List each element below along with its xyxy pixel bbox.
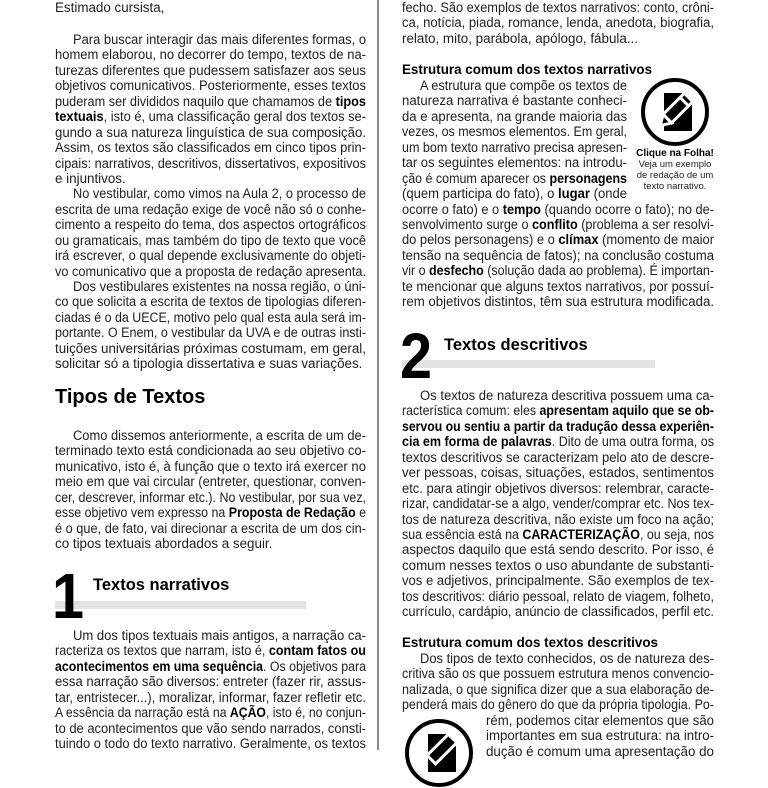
bold-text: clímax xyxy=(558,232,599,248)
callout-title: Clique na Folha! xyxy=(636,148,714,159)
text: Um dos tipos textuais mais antigos, a narração ca- xyxy=(73,628,366,643)
text-line xyxy=(55,474,366,489)
text-line xyxy=(55,202,366,217)
text-line xyxy=(73,628,366,643)
text-line xyxy=(402,31,714,46)
section-2-bar xyxy=(402,360,655,368)
text-line xyxy=(402,666,714,681)
text: Os textos de natureza descritiva possuem uma ca- xyxy=(420,388,714,403)
bold-text: textuais xyxy=(55,109,104,125)
text: solicitar só a tipologia dissertativa e suas variações. xyxy=(55,356,363,372)
text-line xyxy=(55,109,366,124)
text-line xyxy=(55,233,366,248)
text: sua essência está na xyxy=(402,526,523,542)
text: tuições universitárias próximas costumam, em geral, xyxy=(55,340,366,356)
text: nalizada, o que significa dizer que a sua elaboração de- xyxy=(402,681,714,697)
text: currículo, cardápio, anúncio de classificados, perfil etc. xyxy=(402,604,714,620)
text: textos descritivos se caracterizam pelo ato de descre- xyxy=(402,449,714,465)
text-line xyxy=(402,573,714,588)
text-line xyxy=(486,744,714,759)
text: cer, descrever, informar etc.). No vestibular, por sua vez, xyxy=(55,489,366,505)
bold-text: cia em forma de palavras xyxy=(402,434,552,450)
text: esse objetivo vem expresso na xyxy=(55,505,229,521)
text: (problema a ser resolvi- xyxy=(577,216,714,232)
text-line xyxy=(55,659,366,674)
text-line xyxy=(402,403,714,418)
callout-line: Veja um exemplo xyxy=(638,159,712,170)
text-line xyxy=(402,294,714,309)
text: racterística comum: eles xyxy=(402,403,540,419)
text: e xyxy=(355,505,366,521)
text-line xyxy=(55,217,366,232)
greeting-text: Estimado cursista, xyxy=(55,0,165,15)
text: to de acontecimentos que vão sendo narrados, consti- xyxy=(55,720,366,736)
section-1-bar xyxy=(55,601,306,609)
text: objetivos comunicativos. Posteriormente, esses textos xyxy=(55,78,366,94)
text-line xyxy=(55,264,366,279)
text: vezes, os mesmos elementos. Em geral, xyxy=(402,124,627,140)
text-line xyxy=(402,558,714,573)
text: Como dissemos anteriormente, a escrita de um de- xyxy=(73,428,366,443)
text-line xyxy=(402,263,714,278)
callout-line: de redação de um xyxy=(636,170,714,181)
text-line xyxy=(402,140,627,155)
text: terminado texto está condicionada ao seu objetivo co- xyxy=(55,443,366,459)
text-line xyxy=(55,294,366,309)
section-2-title: Textos descritivos xyxy=(444,336,588,354)
greeting xyxy=(55,0,366,15)
text-line xyxy=(402,682,714,697)
text-line xyxy=(486,728,714,743)
text: (momento de maior xyxy=(598,232,714,248)
text-line xyxy=(402,419,714,434)
text: (solução dada ao problema). É importan- xyxy=(483,263,714,279)
text: co tipos textuais abordados a seguir. xyxy=(55,536,273,552)
text: homem elaborou, no decorrer do tempo, textos de na- xyxy=(55,47,366,63)
text-line xyxy=(55,705,366,720)
text-line xyxy=(55,248,366,263)
text: critiva são os que possuem estrutura menos convencio- xyxy=(402,666,714,682)
text-line xyxy=(55,536,366,551)
text: municativo, isto é, à função que o texto irá exercer no xyxy=(55,458,366,474)
text-line xyxy=(73,32,366,47)
text-line xyxy=(420,651,714,666)
text-line xyxy=(402,434,714,449)
text: ou gramaticais, mas também do tipo de texto que você xyxy=(55,232,366,248)
bold-text: acontecimentos em uma sequência xyxy=(55,658,264,674)
text-line xyxy=(402,232,714,247)
bold-text: Proposta de Redação xyxy=(228,505,356,521)
text: Dos vestibulares existentes na nossa região, o úni- xyxy=(73,279,366,294)
bold-text: contam fatos ou xyxy=(268,643,366,659)
text-line xyxy=(402,93,627,108)
text-line xyxy=(55,521,366,536)
text-line xyxy=(402,604,714,619)
text-line xyxy=(402,109,627,124)
text: irá escrever, o qual depende exclusivamente do objeti- xyxy=(55,248,366,264)
text-line xyxy=(420,78,627,93)
text-line xyxy=(402,589,714,604)
text: turezas diferentes que pudessem satisfazer aos seus xyxy=(55,62,366,78)
descritivos-paragraph xyxy=(402,388,714,620)
text: . Os objetivos para xyxy=(263,658,366,674)
section-1-title: Textos narrativos xyxy=(93,576,230,594)
text: relato, mito, parábola, apólogo, fábula... xyxy=(402,30,638,46)
text-line xyxy=(55,341,366,356)
text: tuindo o todo do texto narrativo. Geralmente, os textos xyxy=(55,736,366,752)
text-line xyxy=(73,279,366,294)
section-heading-tipos: Tipos de Textos xyxy=(55,386,206,408)
text-line xyxy=(73,428,366,443)
text: penderá mais do gênero do que da própria tipologia. Po- xyxy=(402,697,714,713)
text-line xyxy=(402,481,714,496)
text-line xyxy=(55,310,366,325)
text: Dos tipos de texto conhecidos, os de natureza des- xyxy=(420,651,714,666)
text-line xyxy=(402,542,714,557)
text-line xyxy=(402,217,714,232)
document-pencil-icon[interactable] xyxy=(404,718,474,788)
text: escrita de uma redação exige de você não só o conhe- xyxy=(55,201,366,217)
text-line xyxy=(402,155,627,170)
text: (quando ocorre o fato); no de- xyxy=(540,201,714,217)
text-line xyxy=(55,643,366,658)
text-line xyxy=(402,450,714,465)
text: co que solicita a escrita de textos de tipologias diferen- xyxy=(55,294,366,310)
text: portante. O Enem, o vestibular da UVA e de outras insti- xyxy=(55,325,366,341)
bold-text: personagens xyxy=(549,170,627,186)
text-line xyxy=(55,459,366,474)
text: dução é comum uma apresentação do xyxy=(486,743,714,759)
text: (quem participa do fato), o xyxy=(402,186,559,202)
text: comum nesses textos o uso abundante de substanti- xyxy=(402,557,714,573)
text-line xyxy=(55,674,366,689)
text: , isto é, no conjun- xyxy=(265,705,366,721)
text: vir o xyxy=(402,263,430,279)
text-line xyxy=(486,713,714,728)
text-line xyxy=(402,496,714,511)
text: etc. para atingir objetivos diversos: relembrar, caracte- xyxy=(402,480,714,496)
text: fecho. São exemplos de textos narrativos: conto, crôni- xyxy=(402,0,714,15)
text-line xyxy=(55,78,366,93)
narr-structure-heading-wrap xyxy=(402,62,714,77)
text: Para buscar interagir das mais diferentes formas, o xyxy=(73,32,366,47)
text: (onde xyxy=(589,186,627,202)
text-line xyxy=(55,356,366,371)
text: tar os seguintes elementos: na introdu- xyxy=(402,155,627,171)
text: e injuntivos. xyxy=(55,170,126,186)
text: No vestibular, como vimos na Aula 2, o processo de xyxy=(73,186,366,202)
text: vo comunicativo que a proposta de redação apresenta. xyxy=(55,263,366,279)
text: rem objetivos distintos, têm sua estrutura modificada. xyxy=(402,294,714,310)
bold-text: servou ou sentiu a partir da tradução dessa experiên- xyxy=(402,418,714,434)
text: , ou seja, nos xyxy=(639,526,714,542)
text-line xyxy=(55,47,366,62)
text: vos e adjetivos, principalmente. São exemplos de tex- xyxy=(402,573,714,589)
bold-text: tipos xyxy=(335,93,366,109)
bold-text: conflito xyxy=(532,216,578,232)
text: tar, entristecer...), moralizar, informar, fazer refletir etc. xyxy=(55,689,366,705)
text-line xyxy=(55,63,366,78)
text: ocorre o fato) e o xyxy=(402,201,503,217)
text-line xyxy=(55,736,366,751)
text-line xyxy=(55,94,366,109)
text: meio em que vai circular (entreter, questionar, conven- xyxy=(55,474,366,490)
desc-structure-heading-wrap xyxy=(402,635,714,650)
bold-text: lugar xyxy=(558,186,590,202)
document-pencil-icon[interactable] xyxy=(640,77,710,147)
text: puderam ser divididos naquilo que chamamos de xyxy=(55,93,336,109)
text: cipais: narrativos, descritivos, dissertativos, expositivos xyxy=(55,155,366,171)
text-line xyxy=(402,171,627,186)
text-line xyxy=(402,202,714,217)
narr-structure-heading: Estrutura comum dos textos narrativos xyxy=(402,62,653,77)
bold-text: CARACTERIZAÇÃO xyxy=(522,526,640,542)
bold-text: apresentam aquilo que se ob- xyxy=(539,403,714,419)
text: ciadas é o da UECE, motivo pelo qual esta aula será im- xyxy=(55,309,366,325)
text: ção é comum aparecer os xyxy=(402,170,550,186)
text-line xyxy=(402,512,714,527)
text: racteriza os textos que narram, isto é, xyxy=(55,643,269,659)
text: Assim, os textos são classificados em cinco tipos prin- xyxy=(55,140,366,156)
callout-caption xyxy=(630,148,720,192)
text-line xyxy=(55,721,366,736)
section-2-number: 2 xyxy=(400,320,433,392)
text: importantes em sua estrutura: na intro- xyxy=(486,728,714,744)
text-line xyxy=(55,156,366,171)
text-line xyxy=(55,690,366,705)
text-line xyxy=(402,248,714,263)
text-line xyxy=(55,490,366,505)
text-line xyxy=(55,171,366,186)
text-line xyxy=(402,124,627,139)
text-line xyxy=(55,140,366,155)
text: do pelos personagens) e o xyxy=(402,232,559,248)
text-line xyxy=(55,125,366,140)
text-line xyxy=(402,697,714,712)
narrativos-examples xyxy=(402,0,714,46)
text: ca, notícia, piada, romance, lenda, anedota, biografia, xyxy=(402,15,714,31)
text: A essência da narração está na xyxy=(55,705,230,721)
bold-text: desfecho xyxy=(429,263,484,279)
text-line xyxy=(55,325,366,340)
text: rém, podemos citar elementos que são xyxy=(486,712,714,728)
text-line xyxy=(402,186,627,201)
text: é o que, de fato, vai direcionar a escrita de um dos cin- xyxy=(55,520,366,536)
narrativos-paragraph xyxy=(55,628,366,752)
text-line xyxy=(402,465,714,480)
tipos-paragraph xyxy=(55,428,366,552)
text: cimento a respeito do tema, dos aspectos ortográficos xyxy=(55,217,366,233)
text-line xyxy=(402,527,714,542)
bold-text: AÇÃO xyxy=(229,705,266,721)
text-line xyxy=(55,443,366,458)
text: , isto é, uma classificação geral dos textos se- xyxy=(103,109,366,125)
text: tos de natureza descritiva, não existe um foco na ação; xyxy=(402,511,714,527)
text: . Dito de uma outra forma, os xyxy=(551,434,714,450)
text: um bom texto narrativo precisa apresen- xyxy=(402,139,627,155)
text-line xyxy=(402,279,714,294)
text: gundo a sua natureza linguística de sua composição. xyxy=(55,124,366,140)
text-line xyxy=(420,388,714,403)
desc-structure-heading: Estrutura comum dos textos descritivos xyxy=(402,635,658,650)
text-line xyxy=(402,0,714,15)
bold-text: tempo xyxy=(502,201,541,217)
text-line xyxy=(402,15,714,30)
text: aspectos daquilo que está sendo descrito. Por isso, é xyxy=(402,542,714,558)
text: ver pessoas, coisas, situações, estados, sentimentos xyxy=(402,465,714,481)
text: te mencionar que alguns textos narrativos, por possuí- xyxy=(402,278,714,294)
text: tos descritivos: diário pessoal, relato de viagem, folheto, xyxy=(402,588,714,604)
section-1-number: 1 xyxy=(52,560,85,632)
text-line xyxy=(73,186,366,201)
text: rizar, candidatar-se a algo, vender/comprar etc. Nos tex- xyxy=(402,496,714,512)
text: tensão na sequência de fatos); na conclusão costuma xyxy=(402,247,714,263)
text: essa narração são diversos: entreter (fazer rir, assus- xyxy=(55,674,366,690)
text-line xyxy=(55,505,366,520)
text: senvolvimento surge o xyxy=(402,216,533,232)
text: A estrutura que compõe os textos de xyxy=(420,78,627,93)
text: natureza narrativa é bastante conheci- xyxy=(402,93,627,109)
intro-paragraphs xyxy=(55,32,366,372)
text: da e apresenta, na grande maioria das xyxy=(402,108,627,124)
column-divider xyxy=(377,0,379,750)
callout-line: texto narrativo. xyxy=(643,181,707,192)
